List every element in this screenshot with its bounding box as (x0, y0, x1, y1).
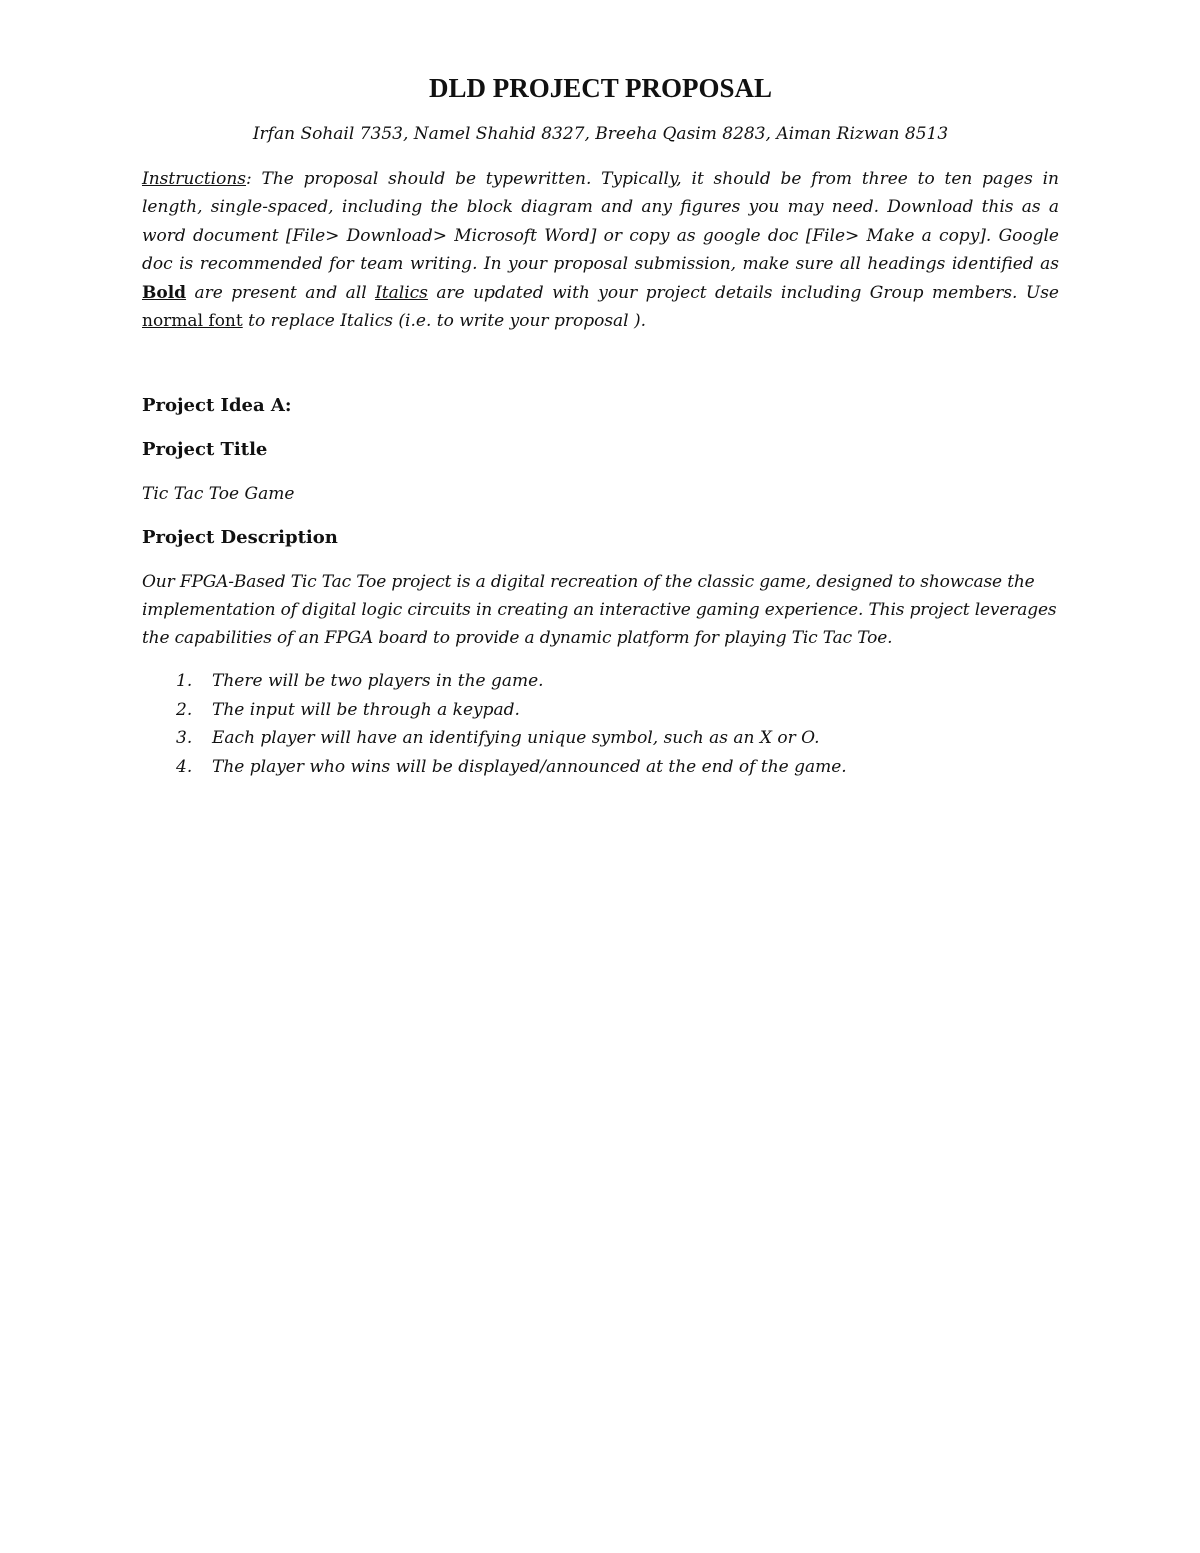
list-item-text: The player who wins will be displayed/announced at the end of the game. (212, 756, 847, 777)
list-item (176, 696, 847, 725)
list-item-text: There will be two players in the game. (212, 671, 544, 691)
project-description-text: Our FPGA-Based Tic Tac Toe project is a digital recreation of the classic game, designed to showcase the implementation of digital logic circuits in creating an interactive gaming experience. This project leverages the capabilities of an FPGA board to provide a dynamic platform for playing Tic Tac Toe. (142, 572, 1057, 648)
project-title-heading: Project Title (142, 439, 268, 460)
instructions-paragraph (142, 165, 1059, 335)
bold-keyword: Bold (142, 282, 187, 303)
page-title: DLD PROJECT PROPOSAL (428, 73, 773, 103)
list-item-number: 4. (176, 756, 193, 777)
project-title-value: Tic Tac Toe Game (142, 484, 295, 504)
list-item-text: The input will be through a keypad. (212, 699, 520, 720)
list-item-number: 2. (176, 699, 193, 720)
authors-line: Irfan Sohail 7353, Namel Shahid 8327, Breeha Qasim 8283, Aiman Rizwan 8513 (252, 124, 949, 144)
normal-font-keyword: normal font (142, 311, 243, 332)
feature-list (176, 667, 847, 781)
instructions-text-4: to replace Italics (i.e. to write your proposal ). (242, 311, 647, 332)
instructions-label: Instructions (142, 169, 246, 189)
list-item-number: 3. (176, 728, 193, 748)
instructions-text-2: are present and all (186, 282, 376, 303)
italics-keyword: Italics (375, 282, 428, 303)
instructions-text-3: are updated with your project details including Group members. Use (427, 282, 1059, 303)
list-item-text: Each player will have an identifying unique symbol, such as an X or O. (212, 728, 820, 748)
list-item (176, 667, 847, 696)
project-description-heading: Project Description (142, 527, 338, 548)
list-item (176, 753, 847, 782)
project-idea-heading: Project Idea A: (142, 395, 292, 416)
list-item (176, 724, 847, 753)
instructions-text-1: : The proposal should be typewritten. Typically, it should be from three to ten pages in length, single-spaced, including the block diagram and any figures you may need. Download this as a word document [File> Download> Microsoft Word] or copy as google doc [File> Make a copy]. Google doc is recommended for team writing. In your proposal submission, make sure all headings identified as (142, 169, 1059, 275)
list-item-number: 1. (176, 671, 193, 691)
